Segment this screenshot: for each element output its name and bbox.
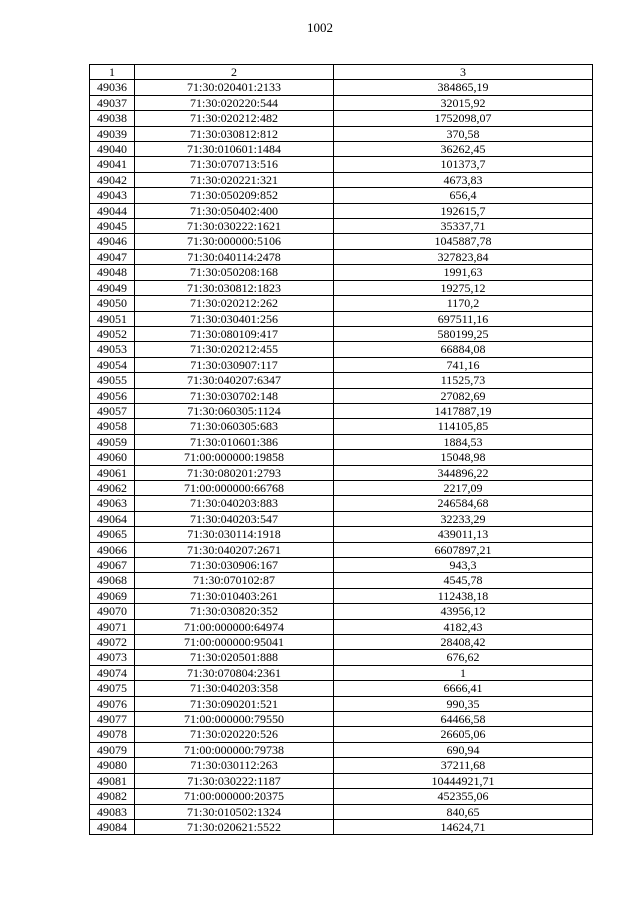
value-cell: 114105,85 bbox=[334, 419, 593, 434]
value-cell: 943,3 bbox=[334, 558, 593, 573]
row-number-cell: 49038 bbox=[90, 111, 135, 126]
cadastral-number-cell: 71:30:080201:2793 bbox=[135, 465, 334, 480]
row-number-cell: 49076 bbox=[90, 696, 135, 711]
row-number-cell: 49066 bbox=[90, 542, 135, 557]
cadastral-number-cell: 71:00:000000:20375 bbox=[135, 789, 334, 804]
row-number-cell: 49081 bbox=[90, 773, 135, 788]
value-cell: 327823,84 bbox=[334, 249, 593, 264]
row-number-cell: 49067 bbox=[90, 558, 135, 573]
value-cell: 19275,12 bbox=[334, 280, 593, 295]
table-row bbox=[90, 727, 593, 742]
row-number-cell: 49044 bbox=[90, 203, 135, 218]
row-number-cell: 49069 bbox=[90, 588, 135, 603]
table-row bbox=[90, 95, 593, 110]
cadastral-number-cell: 71:30:010601:386 bbox=[135, 434, 334, 449]
row-number-cell: 49058 bbox=[90, 419, 135, 434]
row-number-cell: 49037 bbox=[90, 95, 135, 110]
row-number-cell: 49051 bbox=[90, 311, 135, 326]
header-row bbox=[90, 65, 593, 80]
value-cell: 840,65 bbox=[334, 804, 593, 819]
table-row bbox=[90, 111, 593, 126]
row-number-cell: 49049 bbox=[90, 280, 135, 295]
value-cell: 1 bbox=[334, 665, 593, 680]
value-cell: 35337,71 bbox=[334, 219, 593, 234]
row-number-cell: 49057 bbox=[90, 403, 135, 418]
row-number-cell: 49070 bbox=[90, 604, 135, 619]
value-cell: 370,58 bbox=[334, 126, 593, 141]
table-row bbox=[90, 681, 593, 696]
cadastral-number-cell: 71:30:050209:852 bbox=[135, 188, 334, 203]
table-row bbox=[90, 650, 593, 665]
cadastral-number-cell: 71:30:010403:261 bbox=[135, 588, 334, 603]
row-number-cell: 49059 bbox=[90, 434, 135, 449]
table-row bbox=[90, 573, 593, 588]
table-row bbox=[90, 696, 593, 711]
value-cell: 384865,19 bbox=[334, 80, 593, 95]
table-row bbox=[90, 773, 593, 788]
row-number-cell: 49039 bbox=[90, 126, 135, 141]
value-cell: 192615,7 bbox=[334, 203, 593, 218]
cadastral-number-cell: 71:30:030906:167 bbox=[135, 558, 334, 573]
row-number-cell: 49074 bbox=[90, 665, 135, 680]
cadastral-number-cell: 71:30:030401:256 bbox=[135, 311, 334, 326]
cadastral-number-cell: 71:30:030112:263 bbox=[135, 758, 334, 773]
table-row bbox=[90, 742, 593, 757]
value-cell: 28408,42 bbox=[334, 635, 593, 650]
table-row bbox=[90, 188, 593, 203]
value-cell: 4545,78 bbox=[334, 573, 593, 588]
table-row bbox=[90, 542, 593, 557]
table-row bbox=[90, 604, 593, 619]
table-row bbox=[90, 219, 593, 234]
value-cell: 66884,08 bbox=[334, 342, 593, 357]
table-row bbox=[90, 665, 593, 680]
row-number-cell: 49065 bbox=[90, 527, 135, 542]
table-row bbox=[90, 357, 593, 372]
cadastral-number-cell: 71:30:070804:2361 bbox=[135, 665, 334, 680]
value-cell: 690,94 bbox=[334, 742, 593, 757]
table-row bbox=[90, 172, 593, 187]
cadastral-number-cell: 71:30:030812:812 bbox=[135, 126, 334, 141]
page-number: 1002 bbox=[307, 20, 333, 35]
cadastral-number-cell: 71:00:000000:64974 bbox=[135, 619, 334, 634]
cadastral-number-cell: 71:30:020221:321 bbox=[135, 172, 334, 187]
row-number-cell: 49043 bbox=[90, 188, 135, 203]
row-number-cell: 49080 bbox=[90, 758, 135, 773]
table-row bbox=[90, 419, 593, 434]
table-row bbox=[90, 265, 593, 280]
value-cell: 32015,92 bbox=[334, 95, 593, 110]
table-row bbox=[90, 142, 593, 157]
row-number-cell: 49050 bbox=[90, 296, 135, 311]
row-number-cell: 49078 bbox=[90, 727, 135, 742]
row-number-cell: 49077 bbox=[90, 712, 135, 727]
cadastral-number-cell: 71:30:020220:544 bbox=[135, 95, 334, 110]
table-row bbox=[90, 326, 593, 341]
row-number-cell: 49036 bbox=[90, 80, 135, 95]
cadastral-number-cell: 71:30:040203:358 bbox=[135, 681, 334, 696]
cadastral-number-cell: 71:30:030812:1823 bbox=[135, 280, 334, 295]
cadastral-number-cell: 71:30:020212:455 bbox=[135, 342, 334, 357]
row-number-cell: 49068 bbox=[90, 573, 135, 588]
row-number-cell: 49072 bbox=[90, 635, 135, 650]
column-header-1: 1 bbox=[90, 65, 135, 80]
table-row bbox=[90, 527, 593, 542]
value-cell: 14624,71 bbox=[334, 819, 593, 834]
cadastral-number-cell: 71:30:090201:521 bbox=[135, 696, 334, 711]
table-row bbox=[90, 635, 593, 650]
value-cell: 344896,22 bbox=[334, 465, 593, 480]
cadastral-number-cell: 71:00:000000:79738 bbox=[135, 742, 334, 757]
value-cell: 6607897,21 bbox=[334, 542, 593, 557]
cadastral-number-cell: 71:30:060305:1124 bbox=[135, 403, 334, 418]
row-number-cell: 49071 bbox=[90, 619, 135, 634]
table-row bbox=[90, 619, 593, 634]
value-cell: 656,4 bbox=[334, 188, 593, 203]
value-cell: 26605,06 bbox=[334, 727, 593, 742]
table-row bbox=[90, 80, 593, 95]
table-row bbox=[90, 388, 593, 403]
table-row bbox=[90, 296, 593, 311]
row-number-cell: 49052 bbox=[90, 326, 135, 341]
cadastral-number-cell: 71:00:000000:19858 bbox=[135, 450, 334, 465]
table-row bbox=[90, 465, 593, 480]
column-header-3: 3 bbox=[334, 65, 593, 80]
value-cell: 990,35 bbox=[334, 696, 593, 711]
cadastral-number-cell: 71:30:040203:547 bbox=[135, 511, 334, 526]
cadastral-number-cell: 71:30:070102:87 bbox=[135, 573, 334, 588]
table-row bbox=[90, 203, 593, 218]
value-cell: 32233,29 bbox=[334, 511, 593, 526]
table-row bbox=[90, 511, 593, 526]
cadastral-number-cell: 71:30:030222:1187 bbox=[135, 773, 334, 788]
cadastral-number-cell: 71:30:050402:400 bbox=[135, 203, 334, 218]
value-cell: 4673,83 bbox=[334, 172, 593, 187]
row-number-cell: 49061 bbox=[90, 465, 135, 480]
table-row bbox=[90, 403, 593, 418]
cadastral-number-cell: 71:30:040207:2671 bbox=[135, 542, 334, 557]
row-number-cell: 49046 bbox=[90, 234, 135, 249]
row-number-cell: 49055 bbox=[90, 373, 135, 388]
table-row bbox=[90, 712, 593, 727]
table-row bbox=[90, 450, 593, 465]
value-cell: 1045887,78 bbox=[334, 234, 593, 249]
cadastral-number-cell: 71:30:020501:888 bbox=[135, 650, 334, 665]
row-number-cell: 49040 bbox=[90, 142, 135, 157]
cadastral-number-cell: 71:30:080109:417 bbox=[135, 326, 334, 341]
cadastral-number-cell: 71:30:010601:1484 bbox=[135, 142, 334, 157]
row-number-cell: 49084 bbox=[90, 819, 135, 834]
row-number-cell: 49063 bbox=[90, 496, 135, 511]
value-cell: 36262,45 bbox=[334, 142, 593, 157]
table-header bbox=[90, 65, 593, 80]
row-number-cell: 49064 bbox=[90, 511, 135, 526]
cadastral-number-cell: 71:30:040203:883 bbox=[135, 496, 334, 511]
value-cell: 6666,41 bbox=[334, 681, 593, 696]
table-row bbox=[90, 588, 593, 603]
row-number-cell: 49062 bbox=[90, 480, 135, 495]
table-body bbox=[90, 80, 593, 835]
cadastral-number-cell: 71:30:020621:5522 bbox=[135, 819, 334, 834]
table-row bbox=[90, 280, 593, 295]
value-cell: 4182,43 bbox=[334, 619, 593, 634]
cadastral-number-cell: 71:30:000000:5106 bbox=[135, 234, 334, 249]
cadastral-number-cell: 71:30:040114:2478 bbox=[135, 249, 334, 264]
row-number-cell: 49082 bbox=[90, 789, 135, 804]
table-row bbox=[90, 758, 593, 773]
table-row bbox=[90, 804, 593, 819]
row-number-cell: 49054 bbox=[90, 357, 135, 372]
table-row bbox=[90, 234, 593, 249]
table-row bbox=[90, 496, 593, 511]
table-row bbox=[90, 789, 593, 804]
value-cell: 580199,25 bbox=[334, 326, 593, 341]
row-number-cell: 49047 bbox=[90, 249, 135, 264]
cadastral-number-cell: 71:30:020212:482 bbox=[135, 111, 334, 126]
row-number-cell: 49041 bbox=[90, 157, 135, 172]
table-row bbox=[90, 558, 593, 573]
row-number-cell: 49045 bbox=[90, 219, 135, 234]
cadastral-number-cell: 71:30:030907:117 bbox=[135, 357, 334, 372]
row-number-cell: 49073 bbox=[90, 650, 135, 665]
cadastral-number-cell: 71:00:000000:66768 bbox=[135, 480, 334, 495]
row-number-cell: 49079 bbox=[90, 742, 135, 757]
cadastral-number-cell: 71:30:020220:526 bbox=[135, 727, 334, 742]
row-number-cell: 49075 bbox=[90, 681, 135, 696]
table-row bbox=[90, 373, 593, 388]
value-cell: 112438,18 bbox=[334, 588, 593, 603]
value-cell: 741,16 bbox=[334, 357, 593, 372]
row-number-cell: 49042 bbox=[90, 172, 135, 187]
column-header-2: 2 bbox=[135, 65, 334, 80]
value-cell: 697511,16 bbox=[334, 311, 593, 326]
table-row bbox=[90, 480, 593, 495]
cadastral-number-cell: 71:30:030820:352 bbox=[135, 604, 334, 619]
value-cell: 1752098,07 bbox=[334, 111, 593, 126]
value-cell: 10444921,71 bbox=[334, 773, 593, 788]
value-cell: 101373,7 bbox=[334, 157, 593, 172]
row-number-cell: 49083 bbox=[90, 804, 135, 819]
row-number-cell: 49048 bbox=[90, 265, 135, 280]
value-cell: 64466,58 bbox=[334, 712, 593, 727]
cadastral-number-cell: 71:30:010502:1324 bbox=[135, 804, 334, 819]
cadastral-number-cell: 71:30:030222:1621 bbox=[135, 219, 334, 234]
cadastral-number-cell: 71:30:040207:6347 bbox=[135, 373, 334, 388]
value-cell: 27082,69 bbox=[334, 388, 593, 403]
table-row bbox=[90, 311, 593, 326]
value-cell: 2217,09 bbox=[334, 480, 593, 495]
table-row bbox=[90, 157, 593, 172]
value-cell: 43956,12 bbox=[334, 604, 593, 619]
row-number-cell: 49053 bbox=[90, 342, 135, 357]
value-cell: 1991,63 bbox=[334, 265, 593, 280]
value-cell: 11525,73 bbox=[334, 373, 593, 388]
table-row bbox=[90, 434, 593, 449]
cadastral-number-cell: 71:30:050208:168 bbox=[135, 265, 334, 280]
value-cell: 1417887,19 bbox=[334, 403, 593, 418]
value-cell: 1170,2 bbox=[334, 296, 593, 311]
table-row bbox=[90, 819, 593, 834]
table-row bbox=[90, 126, 593, 141]
cadastral-number-cell: 71:30:020212:262 bbox=[135, 296, 334, 311]
value-cell: 439011,13 bbox=[334, 527, 593, 542]
cadastral-number-cell: 71:30:030114:1918 bbox=[135, 527, 334, 542]
table-row bbox=[90, 249, 593, 264]
registry-table bbox=[89, 64, 593, 835]
row-number-cell: 49056 bbox=[90, 388, 135, 403]
value-cell: 1884,53 bbox=[334, 434, 593, 449]
value-cell: 15048,98 bbox=[334, 450, 593, 465]
table-row bbox=[90, 342, 593, 357]
cadastral-number-cell: 71:30:070713:516 bbox=[135, 157, 334, 172]
value-cell: 37211,68 bbox=[334, 758, 593, 773]
value-cell: 246584,68 bbox=[334, 496, 593, 511]
cadastral-number-cell: 71:30:060305:683 bbox=[135, 419, 334, 434]
cadastral-number-cell: 71:30:030702:148 bbox=[135, 388, 334, 403]
value-cell: 676,62 bbox=[334, 650, 593, 665]
cadastral-number-cell: 71:00:000000:95041 bbox=[135, 635, 334, 650]
row-number-cell: 49060 bbox=[90, 450, 135, 465]
cadastral-number-cell: 71:00:000000:79550 bbox=[135, 712, 334, 727]
value-cell: 452355,06 bbox=[334, 789, 593, 804]
cadastral-number-cell: 71:30:020401:2133 bbox=[135, 80, 334, 95]
